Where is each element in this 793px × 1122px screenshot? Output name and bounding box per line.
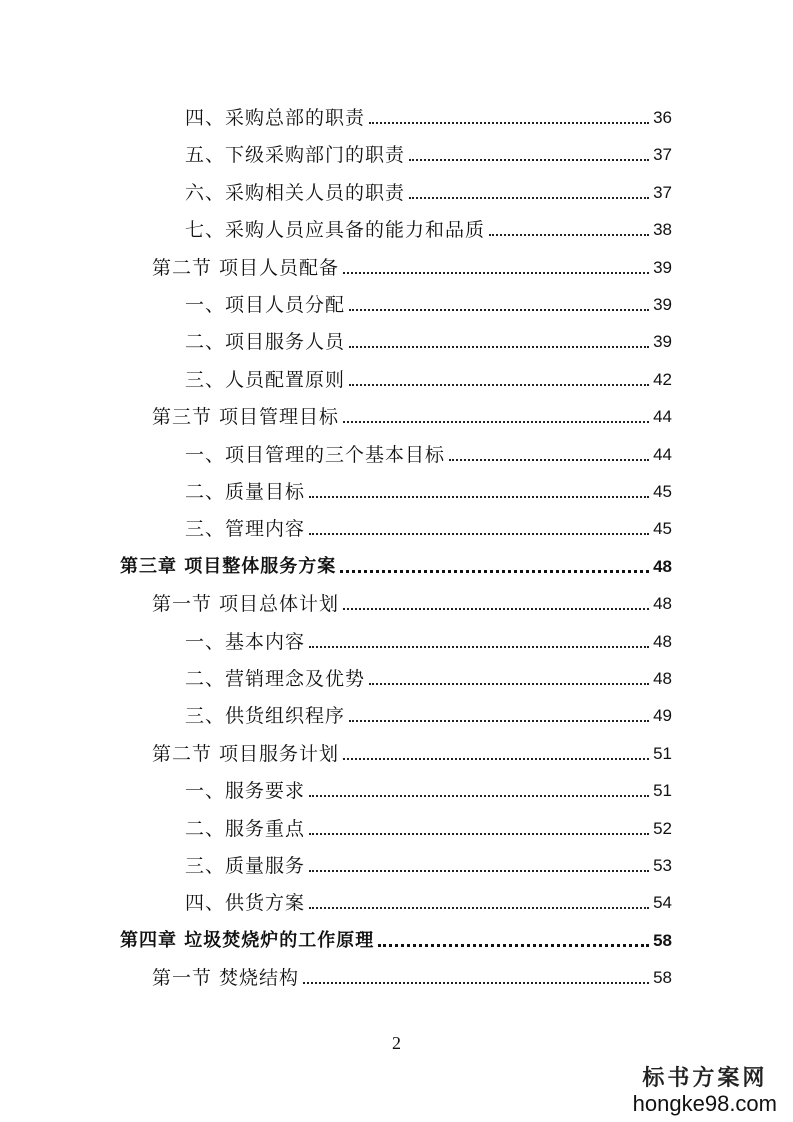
toc-dot-leader (369, 122, 649, 124)
toc-dot-leader (309, 795, 649, 797)
toc-entry[interactable] (185, 511, 672, 541)
toc-entry-title: 第二节 项目人员配备 (152, 256, 340, 279)
toc-entry-title: 一、项目管理的三个基本目标 (185, 443, 446, 466)
toc-entry[interactable] (185, 212, 672, 242)
toc-dot-leader (309, 870, 649, 872)
toc-entry-page: 36 (653, 108, 672, 127)
toc-entry-title: 一、项目人员分配 (185, 294, 346, 316)
toc-entry-title: 三、质量服务 (185, 855, 306, 877)
toc-entry[interactable] (185, 885, 672, 915)
toc-entry-page: 37 (653, 182, 672, 202)
toc-entry-page: 52 (653, 818, 672, 838)
toc-entry[interactable] (185, 437, 672, 467)
toc-entry[interactable] (185, 661, 672, 691)
toc-entry[interactable] (152, 736, 672, 766)
toc-entry-title: 第三章 项目整体服务方案 (120, 555, 337, 577)
toc-entry[interactable] (185, 848, 672, 878)
site-watermark (633, 1065, 777, 1117)
toc-entry-page: 49 (653, 706, 672, 726)
toc-dot-leader (349, 346, 649, 348)
toc-dot-leader (409, 159, 649, 161)
toc-dot-leader (340, 570, 649, 573)
toc-entry-title: 三、供货组织程序 (185, 705, 346, 728)
toc-entry-page: 51 (653, 743, 672, 763)
toc-entry-title: 二、项目服务人员 (185, 331, 346, 354)
toc-entry-page: 58 (653, 930, 672, 950)
toc-entry[interactable] (152, 250, 672, 280)
toc-entry-title: 三、人员配置原则 (185, 368, 346, 391)
toc-dot-leader (343, 421, 649, 423)
toc-dot-leader (378, 944, 649, 947)
toc-entry-title: 三、管理内容 (185, 518, 306, 541)
toc-entry[interactable] (152, 960, 672, 990)
toc-entry-page: 48 (653, 594, 672, 614)
toc-entry[interactable] (185, 175, 672, 205)
toc-entry-title: 二、质量目标 (185, 481, 306, 503)
toc-dot-leader (309, 496, 649, 498)
toc-entry[interactable] (185, 773, 672, 803)
toc-entry-page: 54 (653, 893, 672, 913)
toc-entry-page: 48 (653, 669, 672, 688)
toc-entry-page: 39 (653, 332, 672, 352)
toc-entry-title: 一、基本内容 (185, 630, 306, 653)
toc-entry-page: 37 (653, 145, 672, 165)
toc-dot-leader (343, 758, 649, 760)
toc-entry-page: 58 (653, 968, 672, 988)
toc-dot-leader (449, 459, 649, 461)
toc-entry-page: 42 (653, 369, 672, 389)
toc-entry[interactable] (185, 137, 672, 167)
toc-entry[interactable] (185, 362, 672, 392)
toc-dot-leader (343, 608, 649, 610)
toc-entry-page: 44 (653, 407, 672, 427)
toc-dot-leader (349, 309, 649, 311)
toc-entry[interactable] (185, 811, 672, 841)
toc-entry-title: 第三节 项目管理目标 (152, 406, 340, 429)
page-number: 2 (392, 1033, 401, 1053)
toc-entry-page: 39 (653, 295, 672, 314)
toc-entry[interactable] (185, 324, 672, 354)
toc-entry[interactable] (152, 399, 672, 429)
toc-entry-title: 五、下级采购部门的职责 (185, 144, 406, 167)
toc-entry[interactable] (120, 923, 672, 953)
toc-entry-title: 六、采购相关人员的职责 (185, 181, 406, 204)
toc-entry-page: 51 (653, 781, 672, 801)
toc-dot-leader (303, 982, 649, 984)
toc-dot-leader (343, 272, 649, 274)
toc-entry[interactable] (185, 698, 672, 728)
toc-dot-leader (349, 384, 649, 386)
toc-entry-page: 48 (653, 631, 672, 651)
toc-dot-leader (309, 646, 649, 648)
toc-entry-title: 第四章 垃圾焚烧炉的工作原理 (120, 929, 375, 951)
toc-entry-title: 第一节 焚烧结构 (152, 967, 300, 990)
toc-entry-title: 二、营销理念及优势 (185, 668, 366, 690)
toc-dot-leader (349, 720, 649, 722)
toc-entry-title: 二、服务重点 (185, 817, 306, 840)
toc-entry-page: 45 (653, 519, 672, 539)
toc-entry-page: 38 (653, 220, 672, 240)
toc-dot-leader (409, 197, 649, 199)
toc-entry-page: 53 (653, 856, 672, 875)
toc-entry[interactable] (152, 586, 672, 616)
toc-entry-title: 四、采购总部的职责 (185, 107, 366, 129)
toc-entry-page: 45 (653, 482, 672, 501)
toc-entry[interactable] (120, 549, 672, 579)
toc-dot-leader (489, 234, 649, 236)
toc-entry-title: 第二节 项目服务计划 (152, 742, 340, 765)
toc-entry-title: 七、采购人员应具备的能力和品质 (185, 219, 486, 242)
toc-entry[interactable] (185, 287, 672, 317)
toc-entry[interactable] (185, 474, 672, 504)
toc-dot-leader (309, 907, 649, 909)
watermark-url: hongke98.com (632, 1091, 777, 1116)
toc-dot-leader (309, 533, 649, 535)
toc-entry-page: 44 (653, 444, 672, 464)
toc-entry[interactable] (185, 100, 672, 130)
toc-entry[interactable] (185, 624, 672, 654)
watermark-site-name: 标书方案网 (642, 1065, 768, 1091)
toc-entry-title: 一、服务要求 (185, 780, 306, 803)
toc-entry-title: 四、供货方案 (185, 892, 306, 915)
toc-entry-page: 48 (653, 556, 672, 576)
toc-dot-leader (369, 683, 649, 685)
toc-entry-title: 第一节 项目总体计划 (152, 593, 340, 616)
toc-entry-page: 39 (653, 257, 672, 277)
toc-dot-leader (309, 833, 649, 835)
